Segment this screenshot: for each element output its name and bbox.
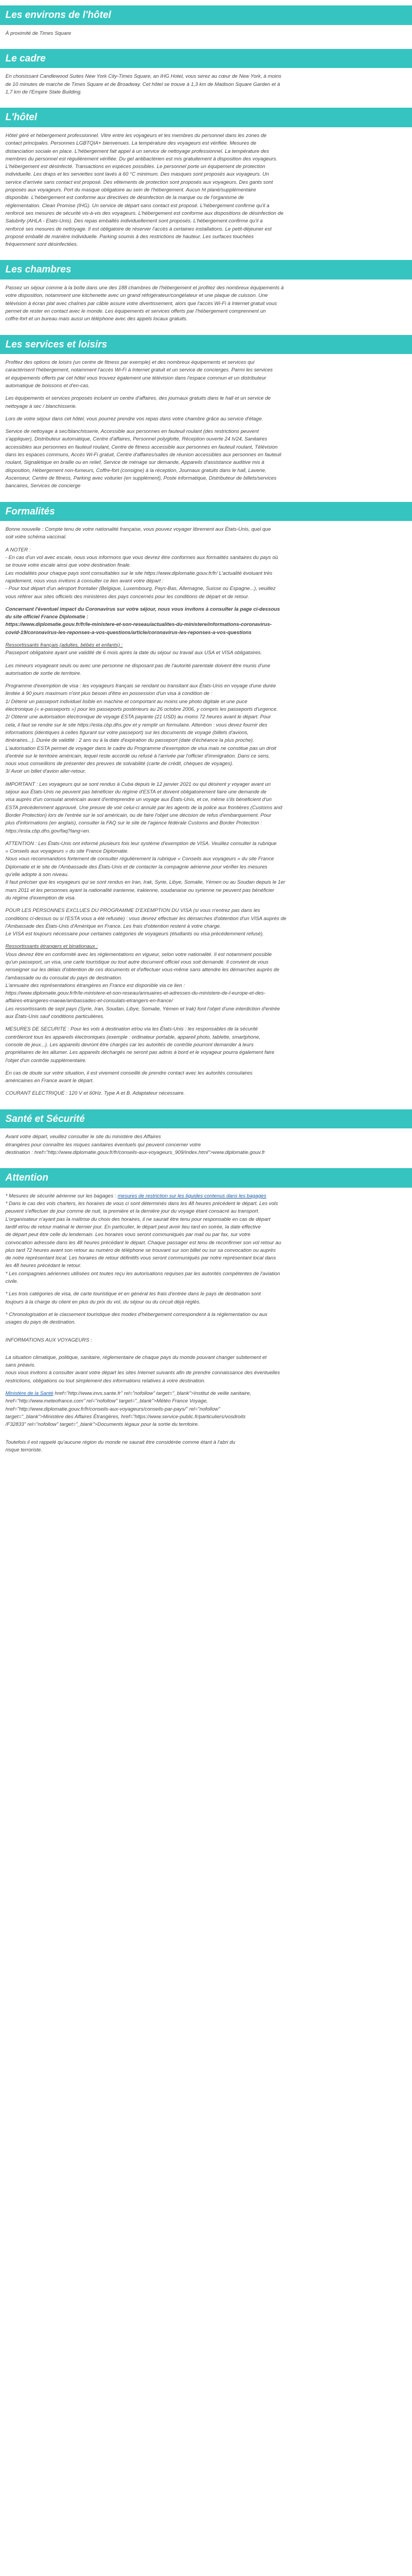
text-line: L'annuaire des représentations étrangères en France est disponible via ce lien : <box>5 982 185 988</box>
text-line: Les ressortissants de sept pays (Syrie, Iran, Soudan, Libye, Somalie, Yémen et Irak) font l'objet d'une interdiction d'entrée <box>5 1005 280 1011</box>
bullet1-prefix: * Mesures de sécurité aérienne sur les bagages : <box>5 1192 118 1199</box>
text-line: Service de nettoyage à sec/blanchisserie, Accessible aux personnes en fauteuil roulant (des restrictions peuvent <box>5 428 259 434</box>
attention-final <box>5 1438 407 1454</box>
environs-text: À proximité de Times Square <box>5 29 71 36</box>
section-formalites <box>0 502 412 1097</box>
spacer <box>5 1331 407 1336</box>
nota-label: A NOTER : <box>5 546 31 553</box>
sante-paragraph <box>5 1133 407 1156</box>
text-line: proposé emballé de manière individuelle. Parking soumis à des restrictions de hauteur. Les surfaces touchées <box>5 233 254 239</box>
text-line: Passeport obligatoire ayant une validité de 6 mois après la date du séjour ou travail aux USA et VISA obligatoires. <box>5 649 262 656</box>
text-line <box>5 1192 407 1200</box>
section-attention <box>0 1168 412 1454</box>
text-line: peuvent s'effectuer de jour comme de nuit, la première et la dernière jour du voyage étant consacré au transport. <box>5 1208 260 1214</box>
text-line: Diplomatie et le site de l'Ambassade des États-Unis et de contacter la compagnie aérienne pour vérifier les mesures <box>5 863 267 870</box>
text-line: d'entrée sur le territoire américain, lequel reste accordé ou refusé à l'arrivée par l'officier d'immigration. Dans ce sens, <box>5 752 270 759</box>
text-line: votre disposition, notamment une kitchenette avec un grand réfrigérateur/congélateur et une plaque de cuisson. Une <box>5 292 268 299</box>
text-line: 1/ Détenir un passeport individuel lisible en machine et comportant au moins une photo digitale et une puce <box>5 698 248 704</box>
text-line: du régime d'exemption de visa. <box>5 894 76 901</box>
attention-infos-label <box>5 1336 407 1344</box>
attention-bullet-2 <box>5 1290 407 1306</box>
formalites-important <box>5 780 407 835</box>
text-line: mars 2011 et les personnes ayant la nationalité iranienne, irakienne, soudanaise ou syrienne ne peuvent pas bénéficier <box>5 886 274 893</box>
text-line: réglementation. Clean Promise (IHG). Un service de départ sans contact est proposé. L'hébergement confirme qu'il a <box>5 202 270 208</box>
text-line: Vous devrez être en conformité avec les réglementations en vigueur, selon votre nationalité. Il est notamment possible <box>5 951 272 957</box>
text-line: et équipements offerts par cet hôtel vous trouvez également une télévision dans l'espace commun et un distributeur <box>5 374 266 381</box>
section-title-attention: Attention <box>0 1168 412 1188</box>
section-title-services: Les services et loisirs <box>0 335 412 355</box>
text-line: Programme d'exemption de visa : les voyageurs français se rendant ou transitant aux États-Unis en voyage d'une durée <box>5 682 276 689</box>
text-line: coffre-fort et un bureau mais aussi un téléphone avec des appels locaux gratuits. <box>5 315 188 322</box>
formalites-doute <box>5 1069 407 1085</box>
text-line: L'organisateur n'ayant pas la maîtrise du choix des horaires, il ne saurait être tenu pour responsable en cas de départ <box>5 1215 271 1222</box>
attention-bullet-3 <box>5 1311 407 1326</box>
text-line: renforcé ses mesures de sécurité vis-à-vis des voyageurs. L'hébergement est conforme aux dispositions de désinfection de <box>5 209 284 216</box>
section-title-formalites: Formalités <box>0 502 412 522</box>
ministere-sante-link[interactable]: Ministère de la Santé <box>5 1390 54 1396</box>
text-line: nous vous invitons à consulter avant votre départ les sites Internet suivants afin de prendre connaissance des éventuelles <box>5 1369 280 1376</box>
section-body-cadre <box>0 68 412 96</box>
formalites-ressortissants <box>5 641 407 657</box>
text-line: plus d'informations (en anglais), consulter la FAQ sur le site de l'agence fédérale Customs and Border Protection : <box>5 820 262 826</box>
text-line: En choisissant Candlewood Suites New York City-Times Square, an IHG Hotel, vous serez au cœur de New York, à moins <box>5 73 282 79</box>
text-line: électronique (« e-passeports ») pour les passeports postérieurs au 26 octobre 2006, y compris les passeports d'urgence. <box>5 706 278 712</box>
text-line: tardif et/ou de retour matinal le dernier jour. En particulier, le départ peut avoir lieu tard en soirée, la date effective <box>5 1224 261 1230</box>
section-body-sante <box>0 1128 412 1156</box>
section-title-environs: Les environs de l'hôtel <box>0 5 412 25</box>
text-line: Salubrity (AHLA - Etats-Unis). Des repas emballés individuellement sont proposés. L'hébergement confirme qu'il a <box>5 218 263 224</box>
text-line: MESURES DE SECURITE : Pour les vols à destination et/ou via les États-Unis : les responsables de la sécurité <box>5 1026 258 1032</box>
text-line: conditions ci-dessus ou si l'ESTA vous a été refusée) : vous devrez effectuer les démarches d'obtention d'un VISA auprès de <box>5 915 286 921</box>
cadre-paragraph <box>5 72 407 96</box>
text-line: de départ peut être celle du lendemain. Les horaires vous seront communiqués par mail ou par fax, sur votre <box>5 1231 251 1238</box>
text-line: * Chronologisation et le classement touristique des modes d'hébergement correspondent à la réglementation ou aux <box>5 1311 267 1317</box>
text-line: * Dans le cas des vols charters, les horaires de vous ci sont déterminés dans les 48 heures précédent le départ. Les vols <box>5 1200 278 1207</box>
text-line: renseigner sur les délais d'obtention de ces documents et d'effectuer vous-même sans attendre les démarches auprès de <box>5 966 279 973</box>
covid-link[interactable]: https://www.diplomatie.gouv.fr/fr/le-ministere-et-son-reseau/actualites-du-ministere/informations-coronavirus- <box>5 621 272 628</box>
section-body-attention <box>0 1188 412 1454</box>
text-line: contact principales. Personnes LGBTQIA+ bienvenues. La température des voyageurs est vérifiée. Mesures de <box>5 140 257 146</box>
text-line: - En cas d'un vol avec escale, nous vous informons que vous devrez être conformes aux formalités sanitaires du pays où <box>5 554 278 561</box>
text-line: destination : href="http://www.diplomatie.gouv.fr/fr/conseils-aux-voyageurs_909/index.html">www.diplomatie.gouv.fr <box>5 1149 265 1155</box>
text-line: caractérisent l'hébergement, notamment l'accès Wi-Fi à Internet gratuit et un service de concierges. Parmi les services <box>5 367 273 373</box>
text-line: COURANT ELECTRIQUE : 120 V et 60Hz. Type A et B. Adaptateur nécessaire. <box>5 1090 185 1096</box>
text-line: accessibles aux personnes en fauteuil roulant, Centre de fitness accessible aux personnes en fauteuil roulant, Télévision <box>5 443 278 450</box>
text-line: individuelle. Les draps et les serviettes sont lavés à 60 °C minimum. Des masques sont proposés aux voyageurs. Un <box>5 171 269 177</box>
text-line: les 48 heures précédant le retour. <box>5 1262 82 1269</box>
text-line: Bonne nouvelle : Compte tenu de votre nationalité française, vous pouvez voyager librement aux États-Unis, quel que <box>5 526 271 532</box>
text-line: se trouve votre escale ainsi que votre destination finale. <box>5 562 131 568</box>
text-line: proposés aux voyageurs. Port du masque obligatoire au sein de l'hébergement. Aucun ht plané/supplémentaire <box>5 187 257 193</box>
text-line: Avant votre départ, veuillez consulter le site du ministère des Affaires <box>5 1133 161 1140</box>
services-paragraph-3 <box>5 415 407 423</box>
text-line: membres du personnel est régulièrement vérifiée. Du gel antibactérien est mis gratuitement à disposition des voyageurs. <box>5 155 278 162</box>
section-title-chambres: Les chambres <box>0 260 412 280</box>
text-line: 2/ Obtenir une autorisation électronique de voyage ESTA payante (21 USD) au moins 72 heures avant le départ. Pour <box>5 713 271 720</box>
text-line: télévision à écran plat avec chaînes par câble assure votre divertissement, alors que l'accès Wi-Fi à Internet gratuit vous <box>5 300 277 306</box>
text-line: séjour aux États-Unis ne peuvent pas bénéficier du régime d'ESTA et doivent obligatoirement faire une demande de <box>5 789 267 795</box>
text-line: 3/ Avoir un billet d'avion aller-retour. <box>5 768 86 774</box>
formalites-covid <box>5 605 407 636</box>
text-line: « Conseils aux voyageurs » du site France Diplomatie. <box>5 848 129 854</box>
text-line: Les équipements et services proposés incluent un centre d'affaires, des journaux gratuits dans le hall et un service de <box>5 395 271 401</box>
section-body-formalites <box>0 521 412 1097</box>
formalites-nota <box>5 546 407 600</box>
infos-label: INFORMATIONS AUX VOYAGEURS : <box>5 1336 92 1343</box>
text-line: href="http://www.diplomatie.gouv.fr/fr/conseils-aux-voyageurs/conseils-par-pays/" rel="nofollow" <box>5 1405 220 1412</box>
section-services <box>0 335 412 490</box>
services-paragraph-2 <box>5 394 407 410</box>
text-line <box>5 1389 407 1397</box>
section-sante <box>0 1109 412 1156</box>
text-line: disposition, Hébergement non-fumeurs, Coffre-fort (consigne) à la réception, Journaux gratuits dans le hall, Laverie, <box>5 467 266 473</box>
attention-links <box>5 1389 407 1428</box>
text-line: ESTA précédemment approuvé. Une preuve de voir celui-ci annulé par les agents de la police aux frontières (Customs and <box>5 804 283 810</box>
text-line: cela, il faut se rendre sur le site https://esta.cbp.dhs.gov et y remplir un formulaire. Attention : vous devez fournir des <box>5 721 267 728</box>
attention-infos <box>5 1354 407 1385</box>
formalites-exemption <box>5 682 407 775</box>
formalites-intro <box>5 525 407 541</box>
section-environs <box>0 5 412 37</box>
text-line: service d'arrivée sans contact est proposé. Des vêtements de protection sont proposés aux voyageurs. Des gants sont <box>5 178 273 185</box>
text-line: disponible. L'hébergement est conforme aux directives de désinfection de la marque ou de l'organisme de <box>5 194 244 201</box>
text-line: itinéraires...). Durée de validité : 2 ans ou à la date d'expiration du passeport (date d'échéance la plus proche). <box>5 737 254 743</box>
covid-link[interactable]: covid-19/coronavirus-les-reponses-a-vos-questions/article/coronavirus-les-reponses-a-vos-questions <box>5 629 252 635</box>
section-title-sante: Santé et Sécurité <box>0 1109 412 1129</box>
text-line: L'autorisation ESTA permet de voyager dans le cadre du Programme d'exemption de visa mais ne constitue pas un droit <box>5 744 277 751</box>
text-line: * Les trois catégories de visa, de carte touristique et en général les frais d'entrée dans le pays de destination sont <box>5 1290 261 1297</box>
text-line: https://www.diplomatie.gouv.fr/fr/le-ministere-et-son-reseau/annuaires-et-adresses-du-ministere-de-l-europe-et-des- <box>5 990 266 996</box>
text-line: distanciation sociale en place. L'hébergement fait appel à un service de nettoyage professionnel. La température des <box>5 147 269 154</box>
text-line: Les mineurs voyageant seuls ou avec une personne ne disposant pas de l'autorité parentale doivent être munis d'une <box>5 662 271 668</box>
text-line: POUR LES PERSONNES EXCLUES DU PROGRAMME D'EXEMPTION DU VISA (si vous n'entrez pas dans les <box>5 907 260 914</box>
text-line: IMPORTANT : Les voyageurs qui se sont rendus à Cuba depuis le 12 janvier 2021 ou qui désirent y voyager avant un <box>5 780 271 787</box>
text-line: Concernant l'éventuel impact du Coronavirus sur votre séjour, nous vous invitons à consulter la page ci-dessous <box>5 605 280 612</box>
text-line: console de jeux...). Les appareils devront être chargés car les autorités de contrôle pourront demander à leurs <box>5 1041 254 1047</box>
text-line: aux États-Unis sauf conditions particulières. <box>5 1013 104 1020</box>
text-line: L'hébergement est désinfecté. Transactions en espèces possibles. Le personnel porte un équipement de protection <box>5 163 265 170</box>
text-line: plus tard 72 heures avant son retour au numéro de téléphone se trouvant sur son billet ou sur sa convocation ou auprès <box>5 1246 276 1253</box>
text-line: /F32833" rel="nofollow" target="_blank">Documents légaux pour la sortie du territoire. <box>5 1421 199 1427</box>
formalites-securite <box>5 1025 407 1064</box>
text-line: autorisation de sortie de territoire. <box>5 669 82 676</box>
text-line: informations (identiques à celles figurant sur votre passeport) sur les documents de voyage (billets d'avions, <box>5 729 249 735</box>
text-line: 1,7 km de l'Empire State Building. <box>5 89 82 95</box>
text-line: Les modalités pour chaque pays sont consultables sur le site https://www.diplomatie.gouv.fr/fr/ L'actualité évoluant très <box>5 569 272 576</box>
text-line: Il faut préciser que les voyageurs qui se sont rendus en Iran, Irak, Syrie, Libye, Somalie, Yémen ou au Soudan depuis le 1er <box>5 879 285 885</box>
text-line: Le VISA est toujours nécessaire pour certaines catégories de voyageurs (étudiants ou visa précédemment refusé). <box>5 930 264 937</box>
text-line: fréquemment sont désinfectées. <box>5 241 78 247</box>
text-line: dans les espaces communs, Accès Wi-Fi gratuit, Centre d'affaires/salles de réunion accessibles aux personnes en fauteuil <box>5 451 282 458</box>
text-line: propriétaires de les allumer. Les appareils déchargés ne seront pas admis à bord et le voyageur pourra également faire <box>5 1049 274 1056</box>
link-text: href="http://www.invs.sante.fr" rel="nofollow" target="_blank">Institut de veille sanitaire, <box>53 1390 251 1396</box>
section-hotel <box>0 108 412 248</box>
text-line: s'appliquer), Distributeur automatique, Centre d'affaires, Personnel polyglotte, Réception ouverte 24 h/24, Sanitaires <box>5 436 267 442</box>
text-line: nous vous conseillons de présenter des preuves de solvabilité (carte de crédit, chèques de voyages). <box>5 760 234 767</box>
text-line: convocation adressée dans les 48 heures précédant le départ. Chaque passager est tenu de reconfirmer son vol retour au <box>5 1239 282 1245</box>
text-line: contrôleront tous les appareils électroniques (exemple : ordinateur portable, appareil photo, tablette, smartphone, <box>5 1033 261 1040</box>
text-line: bancaires, Services de concierge <box>5 482 81 489</box>
formalites-attention <box>5 840 407 902</box>
text-line: target="_blank">Ministère des Affaires Étrangères, href="https://www.service-public.fr/particuliers/vosdroits <box>5 1413 246 1419</box>
text-line: renforcé ses mesures de nettoyage. Il est obligatoire de réserver l'accès à certaines installations. Le petit-déjeuner est <box>5 225 272 232</box>
services-paragraph-4 <box>5 427 407 489</box>
text-line: Hôtel géré et hébergement professionnel. Vitre entre les voyageurs et les membres du personnel dans les zones de <box>5 132 267 138</box>
services-paragraph-1 <box>5 358 407 389</box>
section-title-hotel: L'hôtel <box>0 108 412 127</box>
section-cadre <box>0 49 412 96</box>
section-chambres <box>0 260 412 322</box>
text-line: automatique de boissons et d'en-cas. <box>5 382 90 388</box>
text-line: qu'un passeport, un visa, une carte touristique ou tout autre document officiel vous soit demandé. Il convient de vous <box>5 958 269 965</box>
section-body-environs <box>0 25 412 37</box>
hotel-paragraph <box>5 132 407 248</box>
text-line: https://esta.cbp.dhs.gov/faq?lang=en. <box>5 827 91 834</box>
text-line: * Les compagnies aériennes utilisées ont toutes reçu les autorisations requises par les autorités compétentes de l'aviation <box>5 1270 280 1276</box>
text-line: sans préavis. <box>5 1362 36 1368</box>
text-line: Border Protection) lors de l'entrée sur le sol américain, ou de faire l'objet une décision de refus d'embarquement. Pour <box>5 811 271 818</box>
text-line: href="http://www.meteofrance.com" rel="nofollow" target="_blank">Météo France Voyage, <box>5 1398 208 1404</box>
formalites-mineurs <box>5 662 407 678</box>
text-line: Toutefois il est rappelé qu'aucune région du monde ne saurait être considérée comme étant à l'abri du <box>5 1438 235 1445</box>
spacer <box>5 1349 407 1354</box>
text-line: toujours à la charge du client en plus du prix du vol, du séjour ou du circuit déjà réglés. <box>5 1298 201 1305</box>
text-line: soit votre schéma vaccinal. <box>5 533 67 540</box>
text-line: risque terroriste. <box>5 1446 42 1453</box>
chambres-paragraph <box>5 284 407 322</box>
text-line: de notre représentant local. Les horaires de retour définitifs vous seront communiqués par notre représentant local dans <box>5 1255 276 1261</box>
text-line: étrangères pour connaître les risques sanitaires éventuels qui peuvent concerner votre <box>5 1141 201 1147</box>
section-body-services <box>0 354 412 489</box>
text-line: Lors de votre séjour dans cet hôtel, vous pourrez prendre vos repas dans votre chambre grâce au service d'étage. <box>5 415 263 421</box>
text-line: limitée à 90 jours maximum n'ont plus besoin d'être en possession d'un visa à condition de : <box>5 690 213 697</box>
text-line: La situation climatique, politique, sanitaire, réglementaire de chaque pays du monde pouvant changer subitement et <box>5 1354 267 1360</box>
section-title-cadre: Le cadre <box>0 49 412 69</box>
formalites-etrangers <box>5 942 407 1020</box>
text-line: américaines en France avant le départ. <box>5 1077 94 1084</box>
text-line: Passez un séjour comme à la boîte dans une des 188 chambres de l'hébergement et profitez des nombreux équipements à <box>5 284 284 291</box>
liquids-restriction-link[interactable]: mesures de restriction sur les liquides contenus dans les bagages <box>117 1192 266 1199</box>
text-line: nettoyage à sec / blanchisserie. <box>5 402 77 409</box>
spacer <box>5 1433 407 1438</box>
text-line: En cas de doute sur votre situation, il est vivement conseillé de prendre contact avec les autorités consulaires <box>5 1069 253 1076</box>
text-line: roulant, Signalétique en braille ou en relief, Service de ménage sur demande, Appareils d'assistance auditive mis à <box>5 459 265 465</box>
etrangers-label: Ressortissants étrangers et binationaux : <box>5 943 98 949</box>
text-line: restrictions, obligations ou tout simplement des informations relatives à votre destination. <box>5 1377 205 1383</box>
text-line: visa auprès d'un consulat américain avant d'entreprendre un voyage aux États-Unis, et ce, même s'ils bénéficient d'un <box>5 796 272 803</box>
text-line: l'Ambassade des États-Unis d'Amérique en France. Les frais d'obtention restent à votre charge. <box>5 922 221 929</box>
text-line: Nous vous recommandons fortement de consulter régulièrement la rubrique « Conseils aux voyageurs » du site France <box>5 855 274 862</box>
section-body-hotel <box>0 127 412 248</box>
section-body-chambres <box>0 280 412 322</box>
formalites-pour-les <box>5 907 407 938</box>
text-line: du site officiel France Diplomatie : <box>5 613 89 620</box>
text-line: vous référer aux sites officiels des ministères des pays concernés pour les conditions de départ et de retour. <box>5 593 249 599</box>
text-line: rapidement, nous vous invitons à consulter ce lien avant votre départ : <box>5 577 164 584</box>
text-line: usages du pays de destination. <box>5 1319 76 1325</box>
ressortissants-label: Ressortissants français (adultes, bébés et enfants) : <box>5 642 123 648</box>
text-line: de 10 minutes de marche de Times Square et de Broadway. Cet hôtel se trouve à 1,3 km de Madison Square Garden et à <box>5 80 280 87</box>
text-line: affaires-etrangeres-maeae/ambassades-et-consulats-etrangers-en-france/ <box>5 997 173 1004</box>
text-line: civile. <box>5 1278 18 1284</box>
attention-bullet-1 <box>5 1192 407 1286</box>
text-line: qu'elle adopte à son niveau. <box>5 871 69 878</box>
text-line: permet de rester en contact avec le monde. Les équipements et services offerts par l'hébergement comprennent un <box>5 307 266 314</box>
text-line: Ascenseur, Centre de fitness, Parking avec voiturier (en supplément), Poste informatique, Distributeur de billets/services <box>5 474 277 481</box>
text-line: ATTENTION : Les États-Unis ont informé plusieurs fois leur système d'exemption de VISA. Veuillez consulter la rubrique <box>5 840 277 846</box>
text-line: - Pour tout départ d'un aéroport frontalier (Belgique, Luxembourg, Pays-Bas, Allemagne, Suisse ou Espagne...), veuillez <box>5 585 276 592</box>
formalites-courant <box>5 1089 407 1097</box>
text-line: Profitez des options de loisirs (un centre de fitness par exemple) et des nombreux équipements et services qui <box>5 359 255 365</box>
text-line: l'ambassade ou du consulat du pays de destination. <box>5 974 122 980</box>
text-line: l'objet d'un contrôle supplémentaire. <box>5 1057 87 1063</box>
